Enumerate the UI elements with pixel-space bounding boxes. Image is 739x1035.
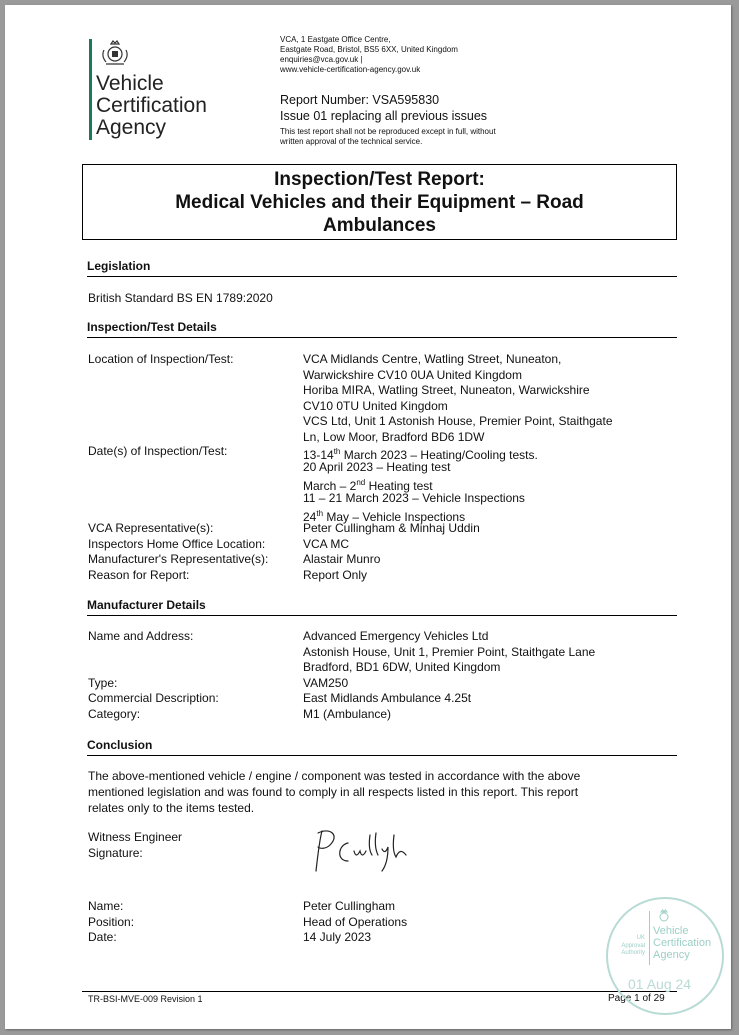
position-value: Head of Operations (303, 914, 408, 929)
location-line: Horiba MIRA, Watling Street, Nuneaton, Warwickshire (303, 383, 590, 397)
agency-address (280, 35, 458, 75)
legislation-heading: Legislation (87, 259, 677, 277)
logo-line: Certification (96, 94, 207, 117)
location-line: VCA Midlands Centre, Watling Street, Nuneaton, (303, 352, 562, 366)
commercial-value: East Midlands Ambulance 4.25t (303, 691, 472, 705)
signature-label: Signature: (88, 845, 143, 860)
category-label: Category: (88, 706, 141, 721)
position-label: Position: (88, 914, 135, 929)
document-reference: TR-BSI-MVE-009 Revision 1 (88, 994, 203, 1004)
page-number: Page 1 of 29 (608, 993, 665, 1004)
stamp-date: 01 Aug 24 (628, 976, 692, 992)
location-label: Location of Inspection/Test: (88, 352, 234, 366)
manufacturer-rep-label: Manufacturer's Representative(s): (88, 552, 269, 566)
date-line: March – 2nd Heating test (303, 478, 433, 493)
date-value: 14 July 2023 (303, 930, 372, 944)
manufacturer-address-line: Astonish House, Unit 1, Premier Point, Staithgate Lane (303, 644, 596, 659)
category-value: M1 (Ambulance) (303, 706, 392, 721)
conclusion-line: relates only to the items tested. (88, 801, 255, 815)
location-line: VCS Ltd, Unit 1 Astonish House, Premier Point, Staithgate (303, 414, 613, 428)
conclusion-heading: Conclusion (87, 738, 677, 756)
reason-label: Reason for Report: (88, 567, 190, 582)
disclaimer-line: This test report shall not be reproduced except in full, without (280, 127, 496, 136)
date-line: 20 April 2023 – Heating test (303, 459, 451, 474)
footer-rule (82, 991, 677, 992)
dates-label: Date(s) of Inspection/Test: (88, 444, 228, 458)
commercial-label: Commercial Description: (88, 691, 219, 705)
name-address-label: Name and Address: (88, 629, 194, 643)
type-value: VAM250 (303, 675, 349, 690)
location-line: Warwickshire CV10 0UA United Kingdom (303, 367, 522, 382)
royal-crest-icon (98, 38, 132, 68)
vca-rep-label: VCA Representative(s): (88, 521, 214, 535)
title-line: Ambulances (323, 215, 436, 236)
legislation-text: British Standard BS EN 1789:2020 (88, 291, 273, 305)
stamp-agency-text: Vehicle Certification Agency (653, 925, 712, 961)
home-office-value: VCA MC (303, 536, 350, 551)
address-email[interactable]: enquiries@vca.gov.uk | (280, 55, 363, 64)
date-line: 13-14th March 2023 – Heating/Cooling tests. (303, 447, 538, 462)
approval-stamp (606, 897, 724, 1015)
report-number-block (280, 92, 487, 124)
name-value: Peter Cullingham (303, 899, 396, 913)
handwritten-signature (308, 823, 418, 883)
report-number: Report Number: VSA595830 (280, 93, 440, 107)
date-label: Date: (88, 930, 117, 944)
inspection-heading: Inspection/Test Details (87, 320, 677, 338)
title-line: Medical Vehicles and their Equipment – Road (175, 192, 584, 213)
date-line: 11 – 21 March 2023 – Vehicle Inspections (303, 490, 525, 505)
home-office-label: Inspectors Home Office Location: (88, 536, 266, 551)
issue-text: Issue 01 replacing all previous issues (280, 109, 488, 123)
manufacturer-address-line: Advanced Emergency Vehicles Ltd (303, 629, 489, 643)
logo-line: Agency (96, 116, 167, 139)
conclusion-line: The above-mentioned vehicle / engine / component was tested in accordance with the above (88, 769, 581, 783)
logo-line: Vehicle (96, 72, 164, 95)
stamp-crest-icon (656, 909, 672, 923)
name-label: Name: (88, 899, 124, 913)
agency-logo-text (96, 73, 207, 139)
stamp-divider (649, 911, 650, 965)
address-line: Eastgate Road, Bristol, BS5 6XX, United Kingdom (280, 45, 458, 54)
address-line: VCA, 1 Eastgate Office Centre, (280, 35, 391, 44)
report-title-box (82, 164, 677, 240)
disclaimer (280, 127, 496, 147)
logo-bar (89, 39, 92, 140)
type-label: Type: (88, 675, 118, 690)
conclusion-line: mentioned legislation and was found to comply in all respects listed in this report. This report (88, 785, 579, 799)
date-line: 24th May – Vehicle Inspections (303, 509, 466, 524)
location-line: CV10 0TU United Kingdom (303, 398, 448, 413)
witness-label: Witness Engineer (88, 830, 183, 844)
title-line: Inspection/Test Report: (274, 169, 485, 190)
manufacturer-rep-value: Alastair Munro (303, 552, 381, 566)
stamp-authority-text: UK Approval Authority (621, 935, 645, 956)
address-website[interactable]: www.vehicle-certification-agency.gov.uk (280, 65, 421, 74)
vca-rep-value: Peter Cullingham & Minhaj Uddin (303, 521, 480, 535)
reason-value: Report Only (303, 567, 368, 582)
manufacturer-address-line: Bradford, BD1 6DW, United Kingdom (303, 660, 501, 674)
location-line: Ln, Low Moor, Bradford BD6 1DW (303, 429, 485, 444)
manufacturer-heading: Manufacturer Details (87, 598, 677, 616)
disclaimer-line: written approval of the technical service. (280, 137, 423, 146)
